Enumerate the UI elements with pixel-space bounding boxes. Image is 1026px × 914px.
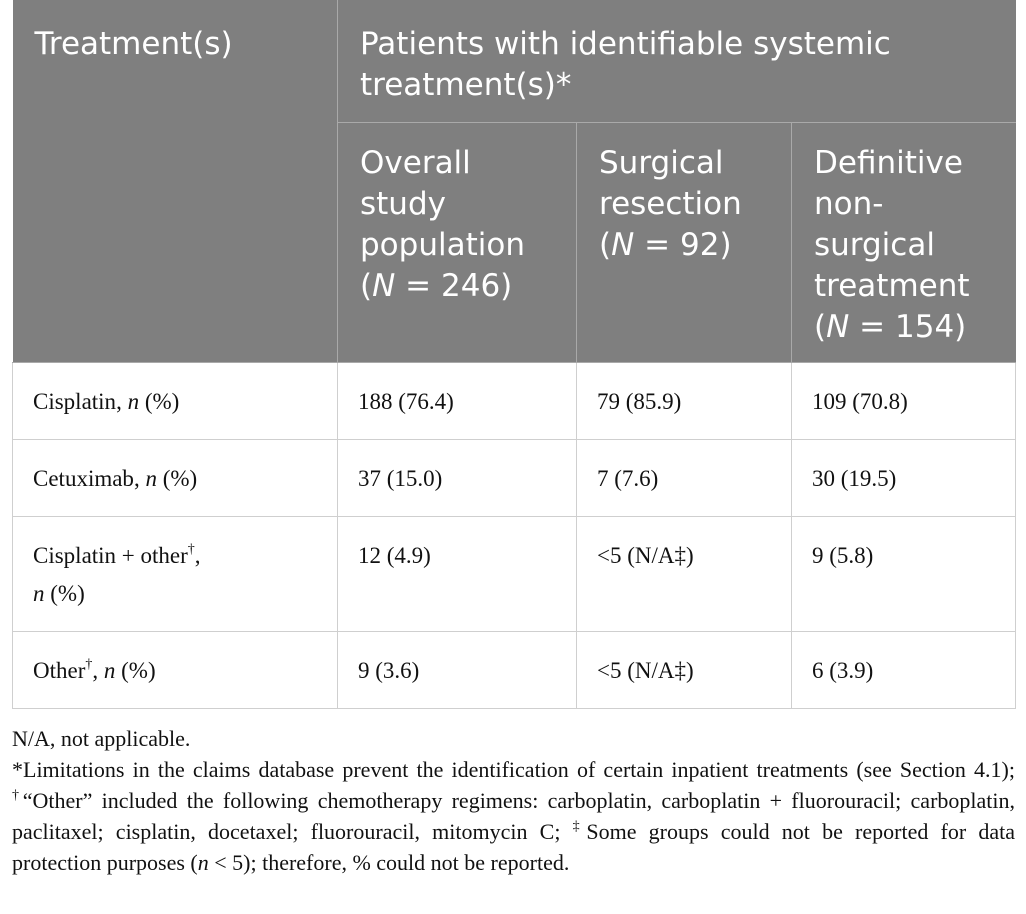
table-footnotes [12,723,1015,878]
table-cell: <5 (N/A‡) [577,632,792,709]
table-row [13,363,1016,440]
abbreviation-note: N/A, not applicable. [12,726,191,751]
table-cell: 12 (4.9) [338,517,577,632]
treatment-column-header: Treatment(s) [13,0,338,363]
table-figure [12,0,1015,878]
row-label: Other†, n (%) [13,632,338,709]
row-label: Cetuximab, n (%) [13,440,338,517]
table-cell: <5 (N/A‡) [577,517,792,632]
column-header-surgical: Surgical resection (N = 92) [577,123,792,363]
table-cell: 79 (85.9) [577,363,792,440]
table-cell: 6 (3.9) [792,632,1016,709]
table-cell: 188 (76.4) [338,363,577,440]
group-column-header: Patients with identifiable systemic treatment(s)* [338,0,1016,123]
row-label: Cisplatin + other†, n (%) [13,517,338,632]
table-cell: 9 (5.8) [792,517,1016,632]
table-row [13,632,1016,709]
footnote-text: *Limitations in the claims database prevent the identification of certain inpatient treatments (see Section 4.1); †“Other” included the following chemotherapy regimens: carboplatin, carboplatin + fluorouracil; carboplatin, paclitaxel; cisplatin, docetaxel; fluorouracil, mitomycin C; ‡Some groups could not be reported for data protection purposes (n < 5); therefore, % could not be reported. [12,757,1016,875]
column-header-nonsurgical: Definitive non-surgical treatment (N = 154) [792,123,1016,363]
table-cell: 9 (3.6) [338,632,577,709]
table-row [13,440,1016,517]
treatment-table [12,0,1016,709]
table-cell: 30 (19.5) [792,440,1016,517]
row-label: Cisplatin, n (%) [13,363,338,440]
table-cell: 37 (15.0) [338,440,577,517]
table-row [13,517,1016,632]
table-cell: 109 (70.8) [792,363,1016,440]
column-header-overall: Overall study population (N = 246) [338,123,577,363]
table-cell: 7 (7.6) [577,440,792,517]
header-row-1 [13,0,1016,123]
